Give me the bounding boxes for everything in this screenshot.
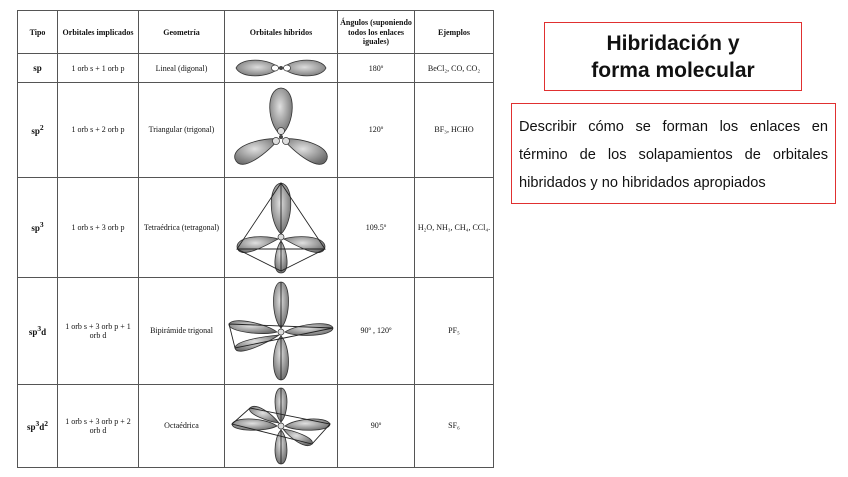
tipo-cell: $sp^3d^2$ [18,384,58,467]
geometria-cell: Octaédrica [139,384,225,467]
header-ejemplos: Ejemplos [415,11,494,54]
orbitales-cell: 1 orb s + 3 orb p [58,177,139,277]
tipo-cell: $sp^3d$ [18,278,58,384]
orbital-diagram-cell [225,177,338,277]
sp3d2-orbital-diagram [226,386,336,466]
geometria-cell: Lineal (digonal) [139,54,225,83]
sp2-orbital-diagram [227,85,335,175]
table-row [18,83,494,177]
description-box [511,103,836,204]
ejemplos-cell: BeCl₂, CO, CO₂ [415,54,494,83]
orbitales-cell: 1 orb s + 1 orb p [58,54,139,83]
table-row [18,384,494,467]
table-header-row [18,11,494,54]
ejemplos-cell: SF₆ [415,384,494,467]
header-orbitales-implicados: Orbitales implicados [58,11,139,54]
header-tipo: Tipo [18,11,58,54]
tipo-cell: sp [18,54,58,83]
geometria-cell: Bipirámide trigonal [139,278,225,384]
header-orbitales-hibridos: Orbitales híbridos [225,11,338,54]
orbitales-cell: 1 orb s + 3 orb p + 1 orb d [58,278,139,384]
orbital-diagram-cell [225,83,338,177]
orbital-diagram-cell [225,278,338,384]
sp3-orbital-diagram [231,179,331,275]
orbital-diagram-cell [225,384,338,467]
geometria-cell: Triangular (trigonal) [139,83,225,177]
ejemplos-cell: H₂O, NH₃, CH₄, CCl₄. [415,177,494,277]
sp-orbital-diagram [231,55,331,81]
angulos-cell: 109.5º [338,177,415,277]
angulos-cell: 120º [338,83,415,177]
hybridization-table [17,10,494,468]
title-box [544,22,802,91]
angulos-cell: 90º , 120º [338,278,415,384]
orbital-diagram-cell [225,54,338,83]
orbitales-cell: 1 orb s + 3 orb p + 2 orb d [58,384,139,467]
ejemplos-cell: PF₅ [415,278,494,384]
table-row [18,177,494,277]
header-geometria: Geometría [139,11,225,54]
angulos-cell: 90º [338,384,415,467]
orbitales-cell: 1 orb s + 2 orb p [58,83,139,177]
tipo-cell: $sp^3$ [18,177,58,277]
header-angulos: Ángulos (suponiendo todos los enlaces iguales) [338,11,415,54]
angulos-cell: 180º [338,54,415,83]
geometria-cell: Tetraédrica (tetragonal) [139,177,225,277]
description-text: Describir cómo se forman los enlaces en término de los solapamientos de orbitales hibridados y no hibridados apropiados [519,119,828,191]
sp3d-orbital-diagram [225,280,337,382]
ejemplos-cell: BF₃, HCHO [415,83,494,177]
table-row [18,278,494,384]
table-row [18,54,494,83]
tipo-cell: $sp^2$ [18,83,58,177]
slide-title: Hibridación y forma molecular [591,31,755,82]
